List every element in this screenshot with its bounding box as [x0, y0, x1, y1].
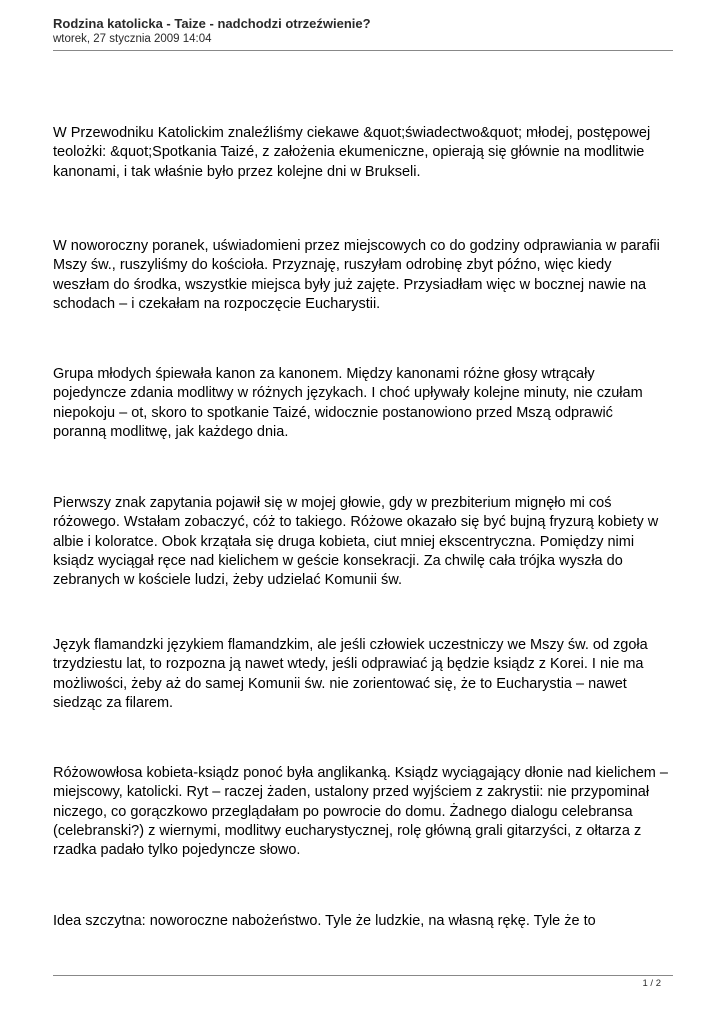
paragraph-line: W Przewodniku Katolickim znaleźliśmy ciekawe &quot;świadectwo&quot; młodej, postępowej [53, 125, 651, 141]
paragraph-line: ksiądz wyciągał ręce nad kielichem w geście konsekracji. Za chwilę cała trójka wyszła do [53, 552, 623, 569]
document-header [53, 15, 673, 47]
paragraph-5 [53, 636, 683, 713]
paragraph-line: (celebranski?) z wiernymi, modlitwy eucharystycznej, rolę główną grali gitarzyści, z ołtarza z [53, 822, 642, 839]
paragraph-line: siedząc za filarem. [53, 694, 174, 711]
footer-divider [53, 975, 673, 976]
paragraph-line: możliwości, żeby aż do samej Komunii św. nie zorientować się, że to Eucharystia – nawet [53, 675, 627, 692]
paragraph-line: niczego, co gorączkowo przeglądałam po powrocie do domu. Żadnego dialogu celebransa [53, 803, 633, 820]
document-date: wtorek, 27 stycznia 2009 14:04 [53, 33, 212, 45]
paragraph-line: różowego. Wstałam zobaczyć, cóż to takiego. Różowe okazało się być bujną fryzurą kobiety w [53, 514, 659, 531]
paragraph-line: Język flamandzki językiem flamandzkim, ale jeśli człowiek uczestniczy we Mszy św. od zgoła [53, 637, 648, 653]
paragraph-4 [53, 494, 683, 590]
paragraph-line: rzadka padało tylko pojedyncze słowo. [53, 842, 301, 859]
paragraph-line: Idea szczytna: noworoczne nabożeństwo. Tyle że ludzkie, na własną rękę. Tyle że to [53, 913, 596, 929]
paragraph-line: schodach – i czekałam na rozpoczęcie Eucharystii. [53, 295, 381, 312]
paragraph-line: Różowowłosa kobieta-ksiądz ponoć była anglikanką. Ksiądz wyciągający dłonie nad kielichem – [53, 765, 668, 781]
paragraph-line: trzydziestu lat, to rozpozna ją nawet wtedy, jeśli odprawiać ją będzie ksiądz z Korei. I nie ma [53, 656, 644, 673]
header-divider [53, 50, 673, 51]
paragraph-line: Pierwszy znak zapytania pojawił się w mojej głowie, gdy w prezbiterium mignęło mi coś [53, 495, 612, 511]
paragraph-line: niepokoju – ot, skoro to spotkanie Taizé, widocznie postanowiono przed Mszą odprawić [53, 404, 613, 421]
paragraph-1 [53, 124, 683, 182]
paragraph-line: pojedyncze zdania modlitwy w różnych językach. I choć upływały kolejne minuty, nie czułam [53, 385, 643, 402]
paragraph-2 [53, 237, 683, 314]
paragraph-3 [53, 365, 683, 442]
paragraph-6 [53, 764, 683, 860]
paragraph-line: Mszy św., ruszyliśmy do kościoła. Przyznaję, ruszyłam odrobinę zbyt późno, więc kiedy [53, 257, 612, 274]
page-number: 1 / 2 [642, 978, 661, 989]
paragraph-line: zebranych w kościele ludzi, żeby udzielać Komunii św. [53, 572, 402, 589]
document-title: Rodzina katolicka - Taize - nadchodzi otrzeźwienie? [53, 16, 371, 31]
paragraph-line: teolożki: &quot;Spotkania Taizé, z założenia ekumeniczne, opierają się głównie na modlitwie [53, 144, 645, 161]
paragraph-line: Grupa młodych śpiewała kanon za kanonem. Między kanonami różne głosy wtrącały [53, 366, 595, 382]
paragraph-line: miejscowy, katolicki. Ryt – raczej żaden, ustalony przed wyjściem z zakrystii: nie przypominał [53, 784, 650, 801]
paragraph-line: poranną modlitwę, jak każdego dnia. [53, 423, 289, 440]
paragraph-7 [53, 912, 683, 931]
paragraph-line: albie i koloratce. Obok krzątała się druga kobieta, ciut mniej ekscentryczna. Pomiędzy nimi [53, 533, 635, 550]
paragraph-line: kanonami, i tak właśnie było przez kolejne dni w Brukseli. [53, 163, 421, 180]
paragraph-line: weszłam do środka, wszystkie miejsca były już zajęte. Przysiadłam więc w bocznej nawie na [53, 276, 647, 293]
paragraph-line: W noworoczny poranek, uświadomieni przez miejscowych co do godziny odprawiania w parafii [53, 238, 660, 254]
